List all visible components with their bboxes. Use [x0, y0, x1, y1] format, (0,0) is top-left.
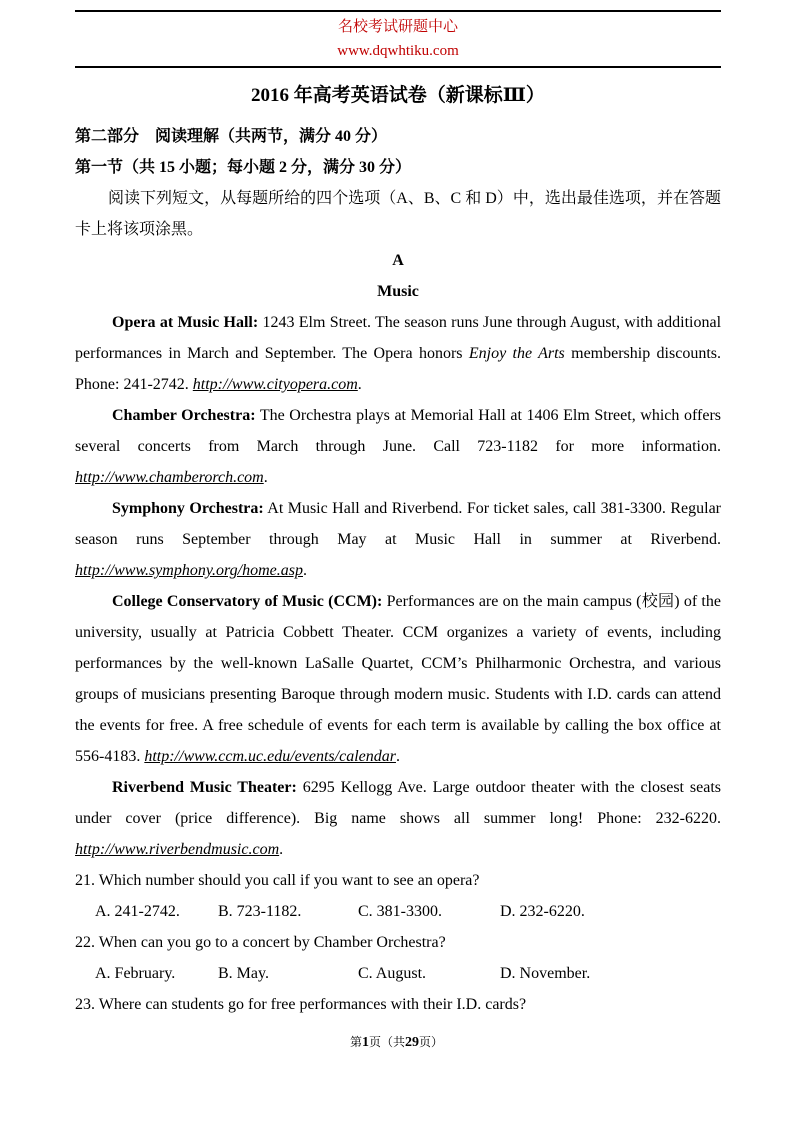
text-run: 6295 Kellogg Ave. Large outdoor theater with the closest seats under cover (price difference). Big name shows all summer long! Phone: 232-6220. — [75, 779, 722, 827]
text-run: . — [263, 469, 268, 486]
exam-title: 2016 年高考英语试卷（新课标Ⅲ） — [251, 85, 545, 106]
passage-label: A — [392, 252, 404, 269]
passage-title: Music — [377, 283, 419, 300]
text-run: . — [279, 841, 284, 858]
text-run: 第 — [349, 1035, 362, 1049]
instructions: 阅读下列短文，从每题所给的四个选项（A、B、C 和 D）中，选出最佳选项，并在答题卡上将该项涂黑。 — [75, 190, 721, 238]
passage-paragraph — [75, 772, 721, 865]
passage-paragraph — [75, 307, 721, 400]
option-c: C. 381-3300. — [358, 903, 442, 920]
text-run: . — [357, 376, 362, 393]
header-rule-bottom — [75, 66, 721, 68]
text-run: Chamber Orchestra: — [112, 407, 256, 424]
options-row — [75, 896, 721, 927]
question-text: 23. Where can students go for free performances with their I.D. cards? — [75, 996, 527, 1013]
hyperlink[interactable]: http://www.riverbendmusic.com — [75, 841, 280, 858]
part-heading: 第二部分 阅读理解（共两节，满分 40 分） — [75, 128, 388, 145]
question-text: 21. Which number should you call if you want to see an opera? — [75, 872, 480, 889]
text-run: 页（共 — [368, 1035, 405, 1049]
section-heading: 第一节（共 15 小题；每小题 2 分，满分 30 分） — [75, 159, 412, 176]
text-run: At Music Hall and Riverbend. For ticket sales, call 381-3300. Regular season runs September through May at Music Hall in summer at Riverbend. — [75, 500, 721, 548]
hyperlink[interactable]: http://www.symphony.org/home.asp — [75, 562, 303, 579]
passage-paragraph — [75, 586, 721, 772]
passage-paragraph — [75, 493, 721, 586]
text-run: 29 — [405, 1035, 419, 1050]
option-a: A. 241-2742. — [95, 903, 180, 920]
text-run: The Orchestra plays at Memorial Hall at 1406 Elm Street, which offers several concerts from March through June. Call 723-1182 for more information. — [75, 407, 722, 455]
text-run: Enjoy the Arts — [468, 345, 565, 362]
option-b: B. 723-1182. — [218, 903, 302, 920]
passage-paragraph — [75, 400, 721, 493]
option-d: D. November. — [500, 965, 591, 982]
text-run: membership discounts. Phone: 241-2742. — [75, 345, 721, 393]
page-number-footer — [0, 1033, 793, 1052]
text-run: Opera at Music Hall: — [112, 314, 259, 331]
option-d: D. 232-6220. — [500, 903, 585, 920]
hyperlink[interactable]: http://www.chamberorch.com — [75, 469, 264, 486]
question-block-22 — [75, 927, 721, 989]
question-block-23 — [75, 989, 721, 1020]
text-run: 页） — [419, 1035, 444, 1049]
text-run: College Conservatory of Music (CCM): — [112, 593, 383, 610]
text-run: 1243 Elm Street. The season runs June through August, with additional performances in March and September. The Opera honors — [75, 314, 722, 362]
options-row — [75, 958, 721, 989]
hyperlink[interactable]: http://www.cityopera.com — [192, 376, 358, 393]
text-run: Symphony Orchestra: — [112, 500, 264, 517]
option-b: B. May. — [218, 965, 269, 982]
questions-section — [75, 865, 721, 1020]
hyperlink[interactable]: http://www.ccm.uc.edu/events/calendar — [144, 748, 396, 765]
text-run: 1 — [361, 1035, 369, 1050]
passage-body — [75, 307, 721, 865]
site-name: 名校考试研题中心 — [337, 19, 458, 35]
site-header — [75, 10, 721, 68]
text-run: Performances are on the main campus (校园) of the university, usually at Patricia Cobbett Theater. CCM organizes a variety of events, including performances by the well-known LaSalle Quartet, CCM’s Philharmonic Orchestra, and various groups of musicians presenting Baroque through modern music. Students with I.D. cards can attend the events for free. A free schedule of events for each term is available by calling the box office at 556-4183. — [75, 593, 721, 765]
text-run: Riverbend Music Theater: — [112, 779, 297, 796]
option-a: A. February. — [95, 965, 176, 982]
text-run: . — [303, 562, 307, 579]
question-text: 22. When can you go to a concert by Chamber Orchestra? — [75, 934, 446, 951]
site-url-link[interactable]: www.dqwhtiku.com — [337, 43, 459, 59]
text-run: . — [395, 748, 400, 765]
question-block-21 — [75, 865, 721, 927]
option-c: C. August. — [358, 965, 427, 982]
